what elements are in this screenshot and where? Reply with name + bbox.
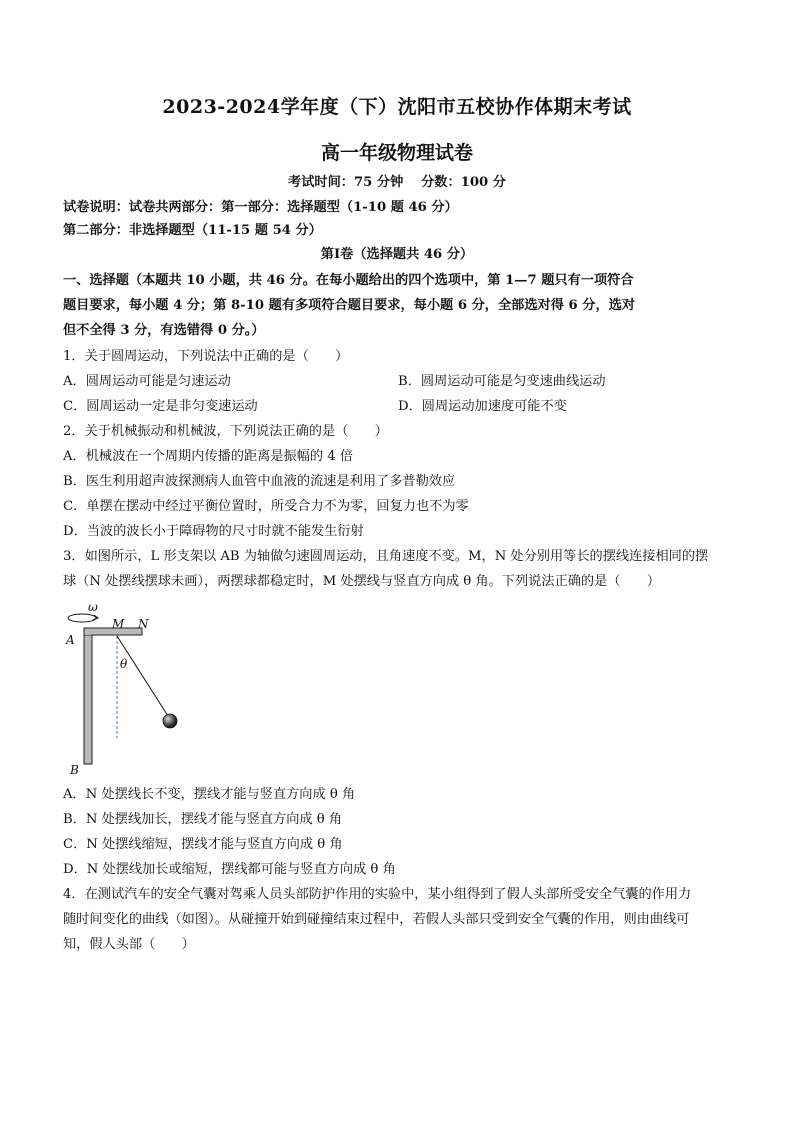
- label-omega: ω: [88, 600, 98, 614]
- q2-option-b: B．医生利用超声波探测病人血管中血液的流速是利用了多普勒效应: [63, 474, 456, 489]
- label-theta: θ: [120, 657, 128, 671]
- exam-title: 2023-2024学年度（下）沈阳市五校协作体期末考试: [162, 96, 632, 118]
- instructions-line-1: 试卷说明：试卷共两部分：第一部分：选择题型（1-10 题 46 分）: [63, 200, 458, 215]
- q3-option-b: B．N 处摆线加长，摆线才能与竖直方向成 θ 角: [63, 812, 343, 827]
- bracket-vertical-arm: [84, 628, 92, 764]
- q2-stem: 2．关于机械振动和机械波，下列说法正确的是（ ）: [63, 424, 388, 439]
- label-n: N: [138, 617, 149, 631]
- instructions-line-2: 第二部分：非选择题型（11-15 题 54 分）: [63, 223, 322, 238]
- q4-stem-line-2: 随时间变化的曲线（如图）。从碰撞开始到碰撞结束过程中，若假人头部只受到安全气囊的作用，则由曲线可: [63, 912, 690, 927]
- exam-subtitle: 高一年级物理试卷: [320, 142, 473, 164]
- label-m: M: [112, 617, 125, 631]
- q1-option-b: B．圆周运动可能是匀变速曲线运动: [398, 374, 606, 389]
- label-b: B: [70, 763, 79, 777]
- q3-stem-line-1: 3．如图所示，L 形支架以 AB 为轴做匀速圆周运动，且角速度不变。M，N 处分别用等长的摆线连接相同的摆: [63, 549, 709, 564]
- q4-stem-line-3: 知，假人头部（ ）: [63, 937, 195, 952]
- q1-option-d: D．圆周运动加速度可能不变: [398, 399, 567, 414]
- section-heading-line-1: 一、选择题（本题共 10 小题，共 46 分。在每小题给出的四个选项中，第 1—7 题只有一项符合: [63, 273, 634, 288]
- q2-option-a: A．机械波在一个周期内传播的距离是振幅的 4 倍: [63, 449, 354, 464]
- q1-option-a: A．圆周运动可能是匀速运动: [63, 374, 231, 389]
- q2-option-c: C．单摆在摆动中经过平衡位置时，所受合力不为零，回复力也不为零: [63, 499, 469, 514]
- volume-title: 第Ⅰ卷（选择题共 46 分）: [320, 247, 474, 262]
- q2-option-d: D．当波的波长小于障碍物的尺寸时就不能发生衍射: [63, 524, 364, 539]
- label-a: A: [66, 633, 75, 647]
- section-heading-line-2: 题目要求，每小题 4 分；第 8-10 题有多项符合题目要求，每小题 6 分，全部选对得 6 分，选对: [63, 298, 636, 313]
- l-bracket-pendulum-figure: [60, 598, 200, 776]
- exam-info: 考试时间：75 分钟 分数：100 分: [288, 175, 506, 190]
- pendulum-ball: [163, 714, 177, 728]
- q3-option-a: A．N 处摆线长不变，摆线才能与竖直方向成 θ 角: [63, 787, 356, 802]
- q1-option-c: C．圆周运动一定是非匀变速运动: [63, 399, 258, 414]
- q1-stem: 1．关于圆周运动，下列说法中正确的是（ ）: [63, 349, 349, 364]
- q3-option-c: C．N 处摆线缩短，摆线才能与竖直方向成 θ 角: [63, 837, 343, 852]
- q3-stem-line-2: 球（N 处摆线摆球未画），两摆球都稳定时，M 处摆线与竖直方向成 θ 角。下列说法正确的是（ ）: [63, 574, 661, 589]
- rotation-arrow-icon: [68, 614, 96, 622]
- section-heading-line-3: 但不全得 3 分，有选错得 0 分。）: [63, 323, 265, 338]
- q4-stem-line-1: 4．在测试汽车的安全气囊对驾乘人员头部防护作用的实验中，某小组得到了假人头部所受安全气囊的作用力: [63, 887, 692, 902]
- q3-option-d: D．N 处摆线加长或缩短，摆线都可能与竖直方向成 θ 角: [63, 862, 396, 877]
- pendulum-string: [117, 636, 168, 716]
